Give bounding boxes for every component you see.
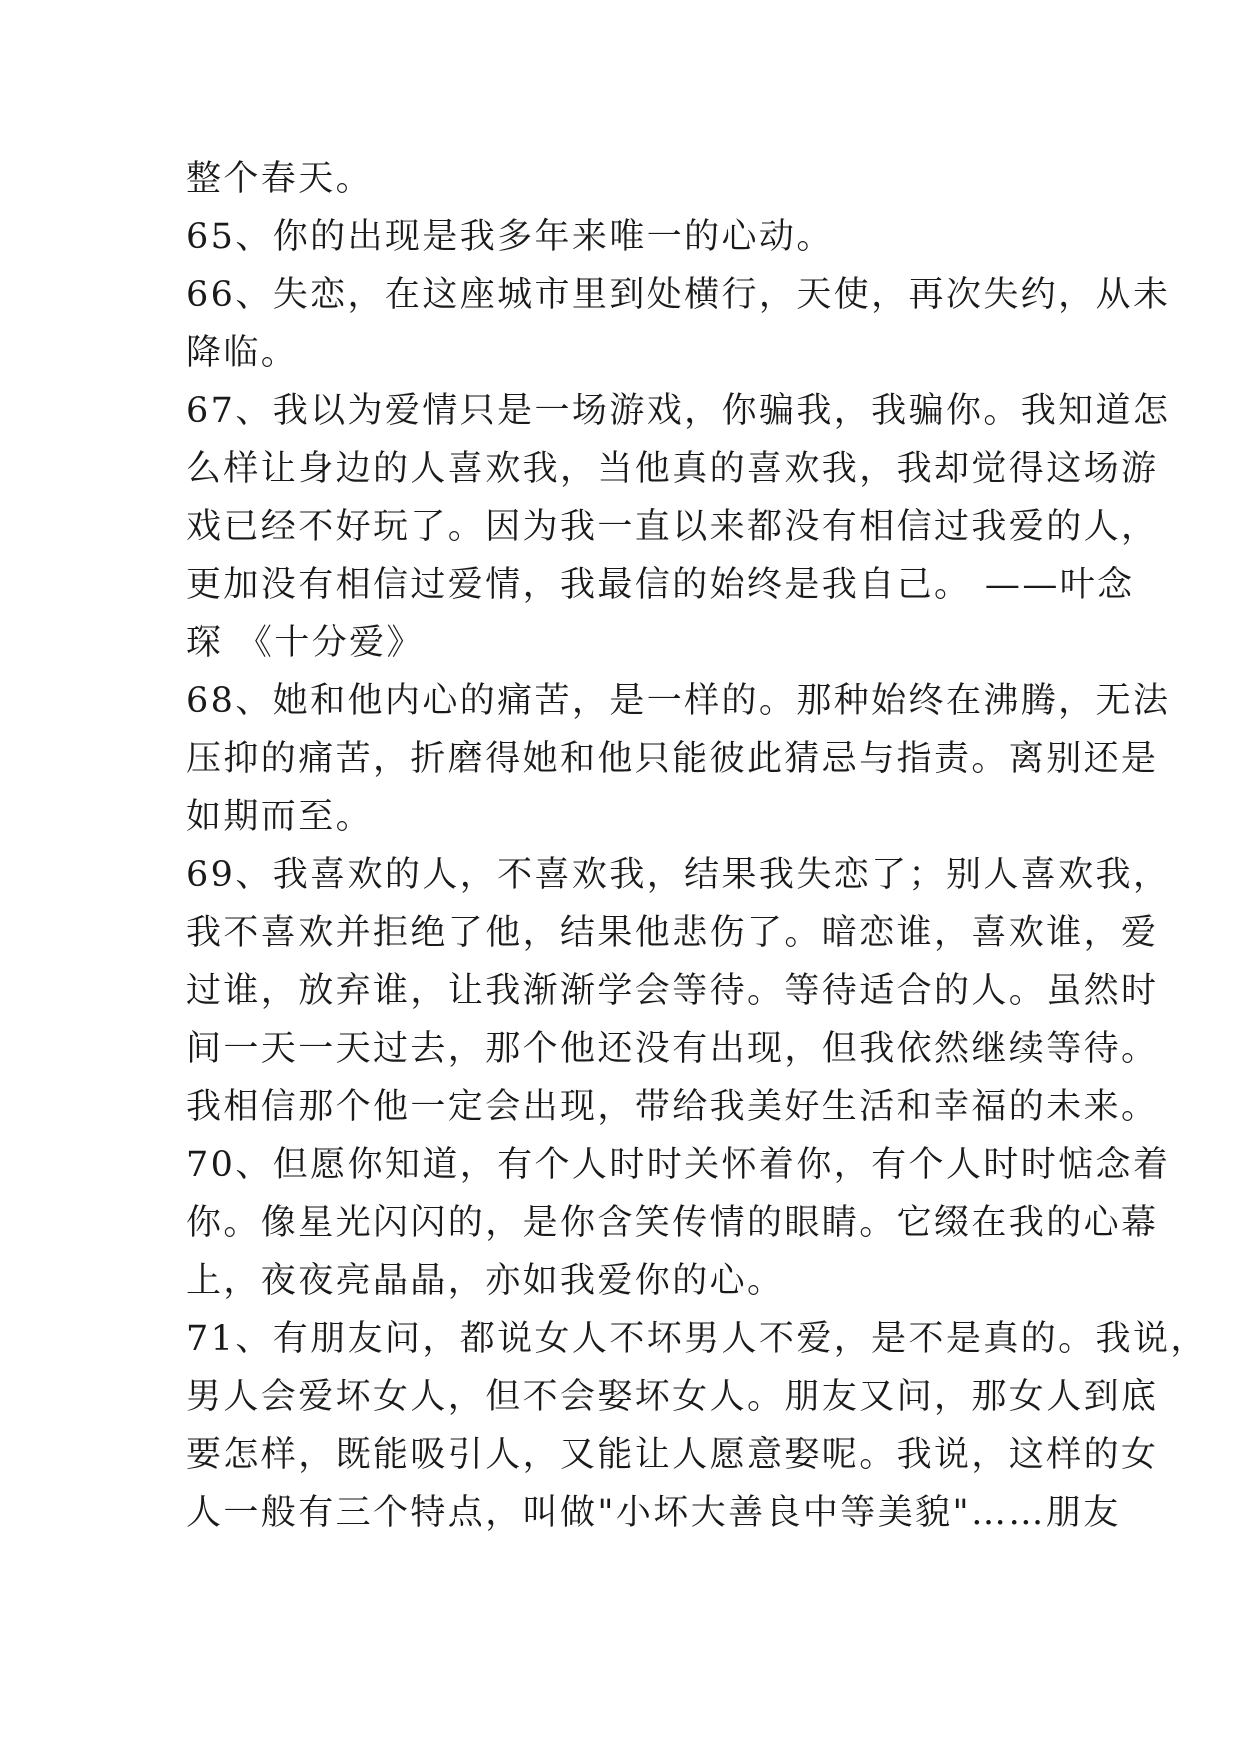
text-line: 如期而至。	[186, 797, 374, 837]
text-line: 68、她和他内心的痛苦，是一样的。那种始终在沸腾，无法	[186, 681, 1171, 721]
text-line: 70、但愿你知道，有个人时时关怀着你，有个人时时惦念着	[186, 1145, 1171, 1185]
text-line: 整个春天。	[186, 159, 374, 199]
text-line: 戏已经不好玩了。因为我一直以来都没有相信过我爱的人，	[186, 507, 1159, 547]
text-line: 么样让身边的人喜欢我，当他真的喜欢我，我却觉得这场游	[186, 449, 1159, 489]
text-line: 你。像星光闪闪的，是你含笑传情的眼睛。它缀在我的心幕	[186, 1203, 1159, 1243]
text-line: 琛 《十分爱》	[186, 623, 424, 663]
text-line: 65、你的出现是我多年来唯一的心动。	[186, 217, 834, 257]
text-line: 间一天一天过去，那个他还没有出现，但我依然继续等待。	[186, 1029, 1159, 1069]
text-line: 上，夜夜亮晶晶，亦如我爱你的心。	[186, 1261, 785, 1301]
text-line: 过谁，放弃谁，让我渐渐学会等待。等待适合的人。虽然时	[186, 971, 1159, 1011]
text-line: 71、有朋友问，都说女人不坏男人不爱，是不是真的。我说，	[186, 1319, 1208, 1359]
text-line: 降临。	[186, 333, 299, 373]
text-line: 我不喜欢并拒绝了他，结果他悲伤了。暗恋谁，喜欢谁，爱	[186, 913, 1159, 953]
text-line: 男人会爱坏女人，但不会娶坏女人。朋友又问，那女人到底	[186, 1377, 1159, 1417]
text-line: 人一般有三个特点，叫做"小坏大善良中等美貌"……朋友	[186, 1493, 1121, 1533]
text-line: 66、失恋，在这座城市里到处横行，天使，再次失约，从未	[186, 275, 1171, 315]
text-line: 要怎样，既能吸引人，又能让人愿意娶呢。我说，这样的女	[186, 1435, 1159, 1475]
text-line: 67、我以为爱情只是一场游戏，你骗我，我骗你。我知道怎	[186, 391, 1171, 431]
text-line: 我相信那个他一定会出现，带给我美好生活和幸福的未来。	[186, 1087, 1159, 1127]
text-line: 压抑的痛苦，折磨得她和他只能彼此猜忌与指责。离别还是	[186, 739, 1159, 779]
text-line: 69、我喜欢的人，不喜欢我，结果我失恋了；别人喜欢我，	[186, 855, 1171, 895]
document-body	[186, 150, 1208, 1542]
text-line: 更加没有相信过爱情，我最信的始终是我自己。 ——叶念	[186, 565, 1135, 605]
